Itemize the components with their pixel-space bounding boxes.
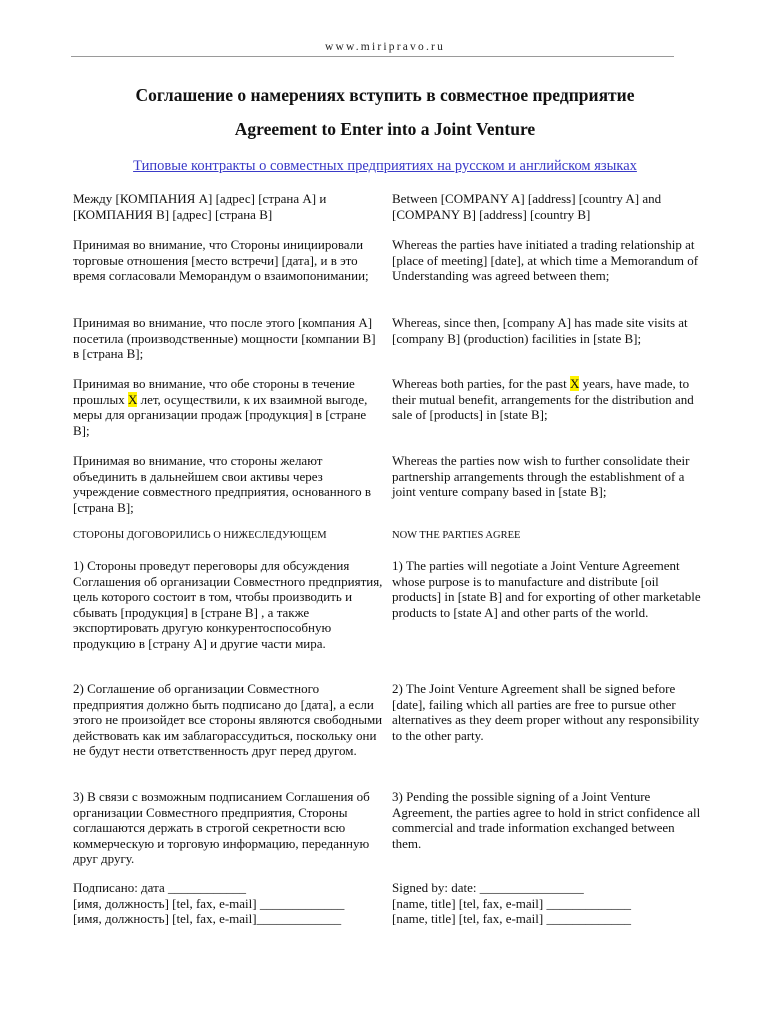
ru-signatory-1: [имя, должность] [tel, fax, e-mail] _____________ — [73, 895, 345, 911]
en-signature-block — [392, 880, 702, 927]
en-signatory-2: [name, title] [tel, fax, e-mail] _____________ — [392, 911, 631, 926]
ru-signatory-2: [имя, должность] [tel, fax, e-mail]_____________ — [73, 911, 342, 926]
en-whereas-3 — [392, 376, 702, 423]
ru-years-placeholder: X — [127, 391, 138, 407]
ru-whereas-3-end: лет, осуществили, к их взаимной выгоде, меры для организации продаж [продукция] в [стране В]; — [73, 391, 368, 438]
en-signatory-1: [name, title] [tel, fax, e-mail] _____________ — [392, 895, 631, 911]
ru-signature-block — [73, 880, 383, 927]
ru-clause-2: 2) Соглашение об организации Совместного предприятия должно быть подписано до [дата], а если этого не произойдет все стороны являются свободными действовать как им заблагорассудиться, поскольку они не будут нести ответственность друг перед другом. — [73, 681, 383, 758]
ru-whereas-3-start: Принимая во внимание, что обе стороны в течение прошлых — [73, 376, 355, 407]
en-clause-3: 3) Pending the possible signing of a Joint Venture Agreement, the parties agree to hold in strict confidence all commercial and trade information exchanged between them. — [392, 789, 701, 851]
ru-whereas-2: Принимая во внимание, что после этого [компания А] посетила (производственные) мощности [компании В] в [страна В]; — [73, 315, 376, 361]
en-clause-2: 2) The Joint Venture Agreement shall be signed before [date], failing which all parties are free to pursue other alternatives as they deem proper without any responsibility to the other party. — [392, 681, 700, 743]
ru-clause-3: 3) В связи с возможным подписанием Соглашения об организации Совместного предприятия, Стороны соглашаются держать в строгой секретности всю коммерческую и торговую информацию, переданную друг другу. — [73, 789, 370, 866]
en-agree-heading: NOW THE PARTIES AGREE — [392, 530, 521, 541]
en-whereas-3-start: Whereas both parties, for the past — [392, 376, 570, 391]
en-whereas-3-end: years, have made, to their mutual benefit, arrangements for the distribution and sale of [products] in [state B]; — [392, 376, 694, 422]
en-whereas-4: Whereas the parties now wish to further consolidate their partnership arrangements through the establishment of a joint venture company based in [state B]; — [392, 453, 690, 499]
ru-agree-heading: СТОРОНЫ ДОГОВОРИЛИСЬ О НИЖЕСЛЕДУЮЩЕМ — [73, 530, 327, 541]
en-clause-1: 1) The parties will negotiate a Joint Venture Agreement whose purpose is to manufacture and distribute [oil products] in [state B] and for exporting of other marketable products to [state A] and other parts of the world. — [392, 558, 701, 620]
ru-parties: Между [КОМПАНИЯ А] [адрес] [страна А] и [КОМПАНИЯ В] [адрес] [страна В] — [73, 191, 327, 222]
en-signed-date: Signed by: date: ________________ — [392, 880, 584, 895]
ru-clause-1: 1) Стороны проведут переговоры для обсуждения Соглашения об организации Совместного предприятия, цель которого состоит в том, чтобы производить и сбывать [продукция] в [стране В] , а также экспортировать другую конкурентоспособную продукцию в [страну А] и другие части мира. — [73, 558, 383, 651]
en-parties: Between [COMPANY A] [address] [country A] and [COMPANY B] [address] [country B] — [392, 191, 662, 222]
ru-whereas-4: Принимая во внимание, что стороны желают объединить в дальнейшем свои активы через учреждение совместного предприятия, основанного в [страна В]; — [73, 453, 372, 515]
ru-whereas-1: Принимая во внимание, что Стороны инициировали торговые отношения [место встречи] [дата], и в это время согласовали Меморандум о взаимопонимании; — [73, 237, 369, 283]
en-whereas-2: Whereas, since then, [company A] has made site visits at [company B] (production) facilities in [state B]; — [392, 315, 688, 346]
site-url-header: www.miripravo.ru — [324, 41, 446, 53]
en-years-placeholder: X — [569, 376, 580, 391]
en-whereas-1: Whereas the parties have initiated a trading relationship at [place of meeting] [date], at which time a Memorandum of Understanding was agreed between them; — [392, 237, 699, 283]
title-russian: Соглашение о намерениях вступить в совместное предприятие — [135, 85, 635, 105]
ru-signed-date: Подписано: дата ____________ — [73, 880, 246, 895]
header-divider — [71, 56, 674, 57]
contracts-link[interactable]: Типовые контракты о совместных предприятиях на русском и английском языках — [133, 158, 637, 174]
title-english: Agreement to Enter into a Joint Venture — [234, 119, 536, 139]
ru-whereas-3 — [73, 376, 383, 438]
